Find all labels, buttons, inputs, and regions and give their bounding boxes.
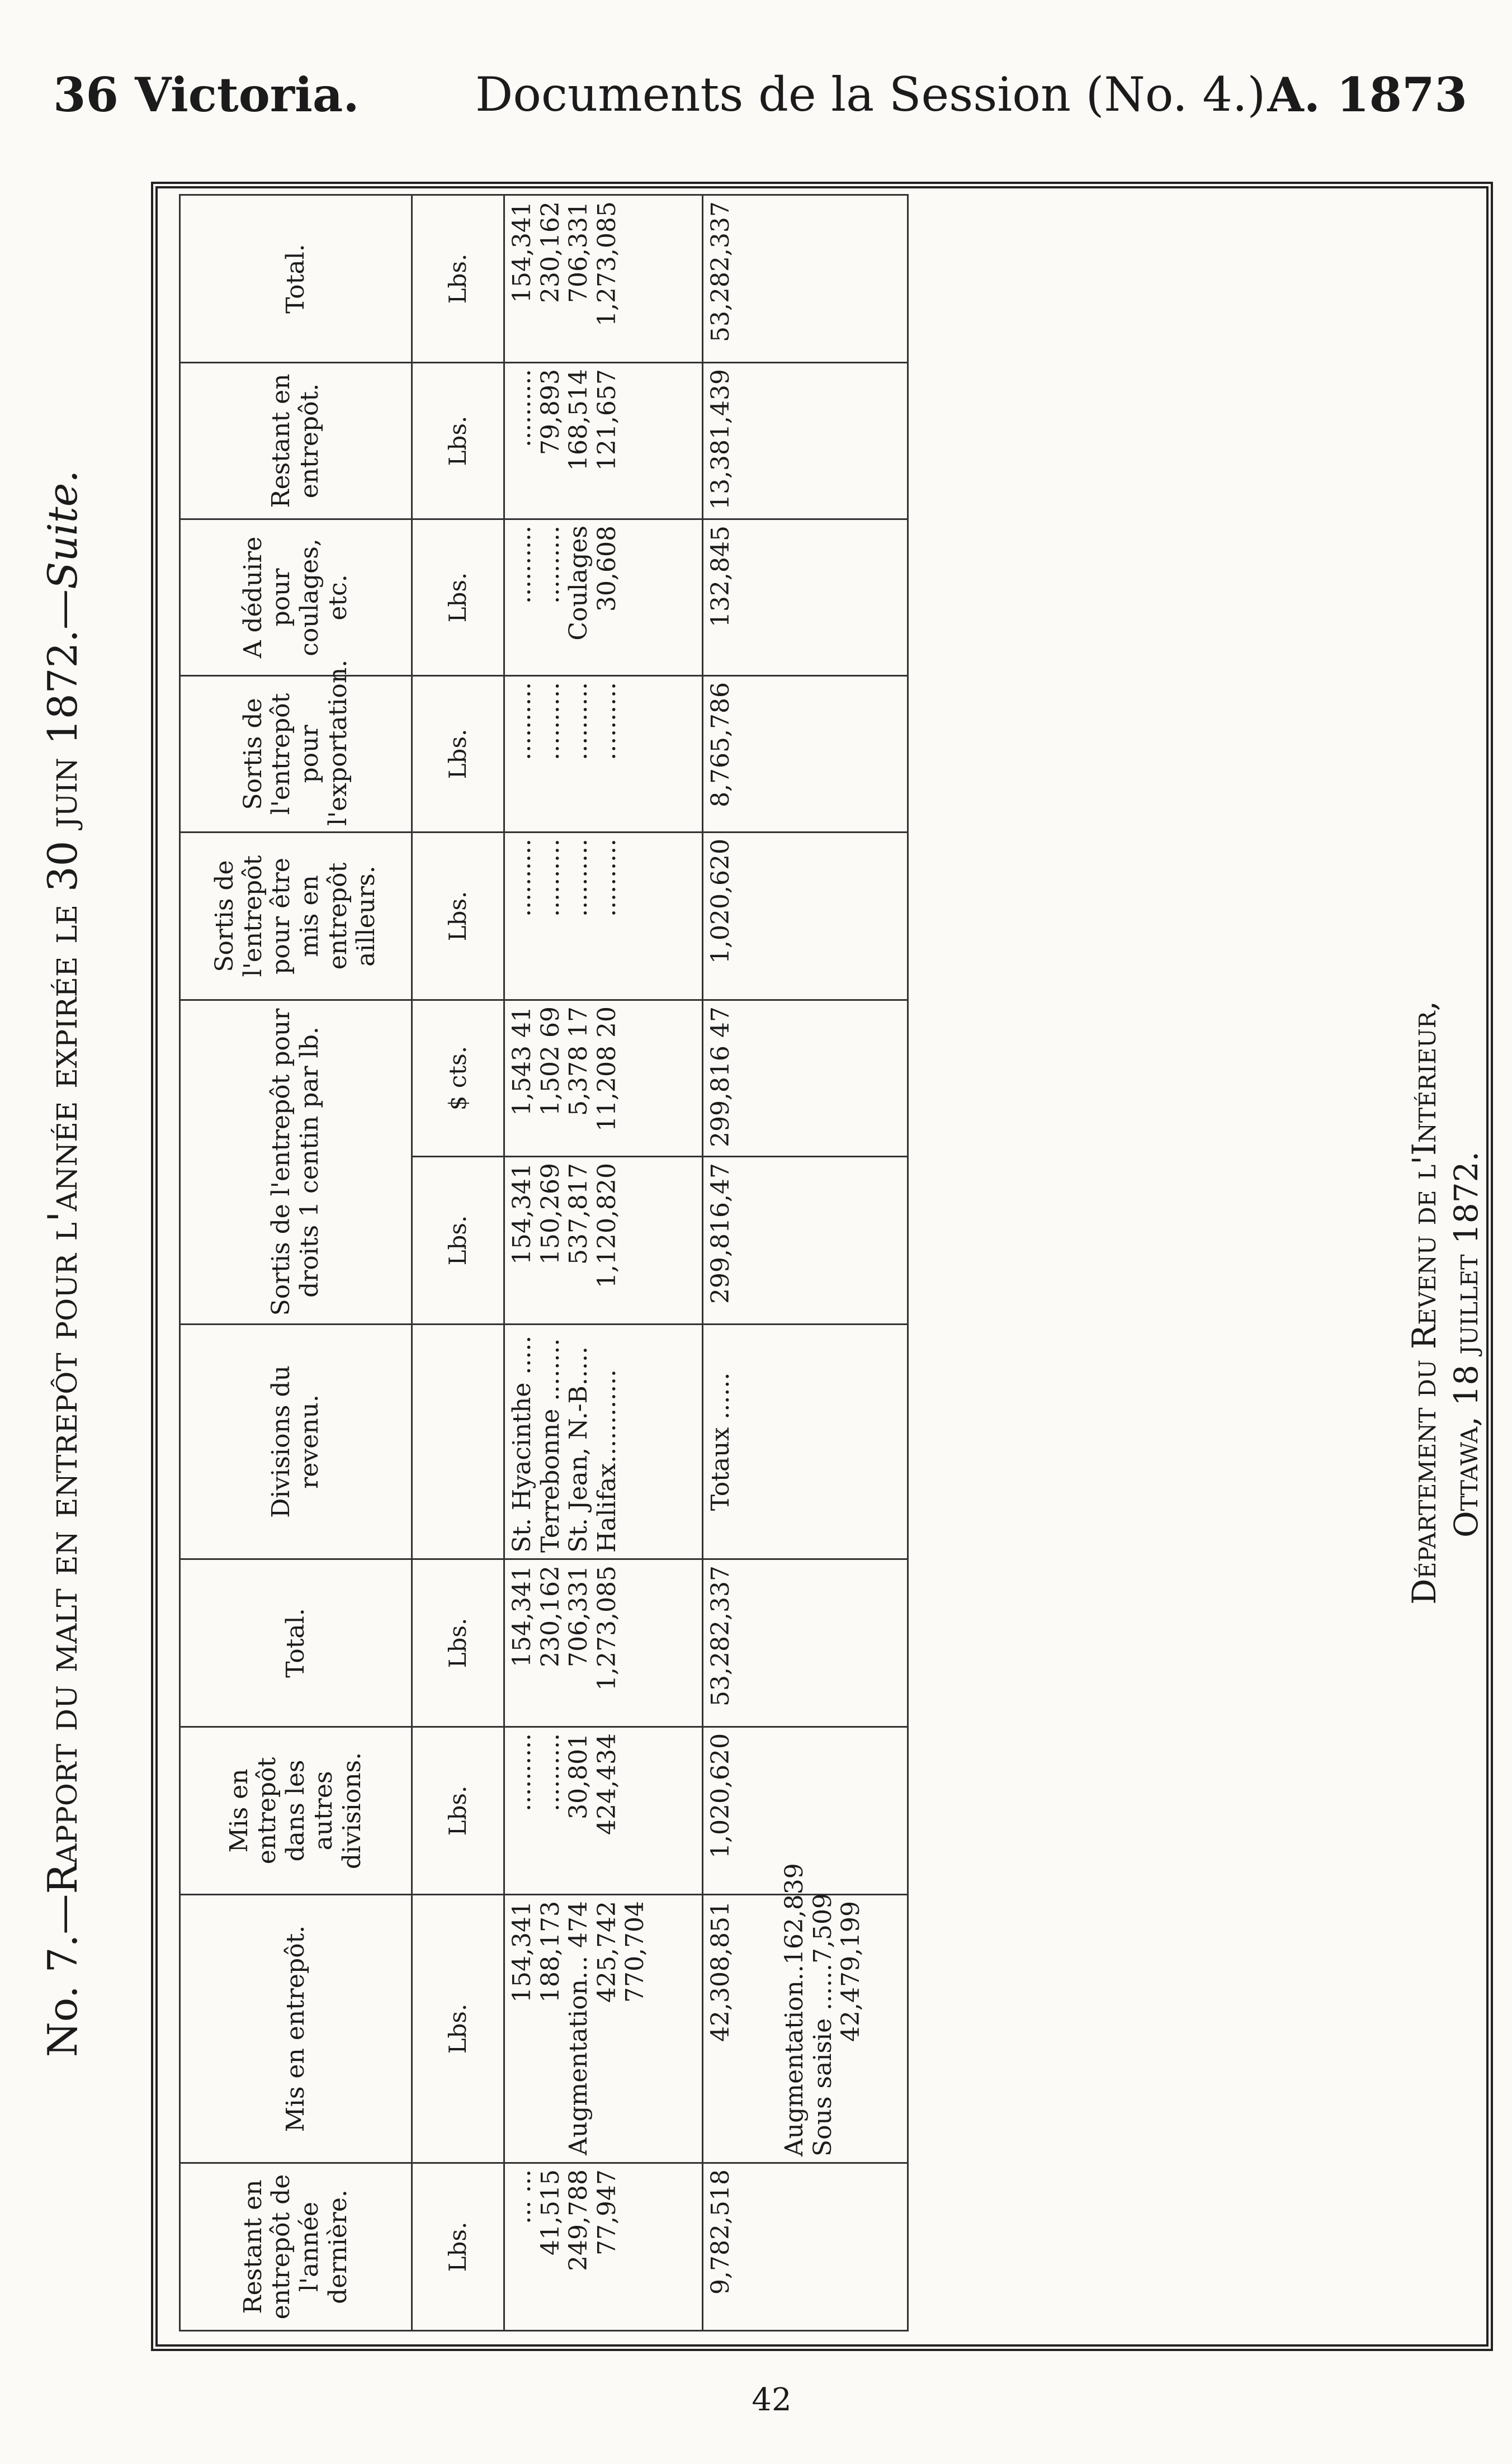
unit-blank [412, 1325, 504, 1559]
total-restant: 9,782,518 [703, 2163, 778, 2331]
col-export: Sortis de l'entrepôt pour l'exportation. [180, 675, 412, 832]
col-droits: Sortis de l'entrepôt pour droits 1 centin par lb. [180, 1000, 412, 1324]
col-mis: Mis en entrepôt. [180, 1895, 412, 2163]
cell-restant: ... ... 41,515 249,788 77,947 [504, 2163, 703, 2331]
header-center: Documents de la Session (No. 4.) [475, 67, 1266, 122]
dept-name: Département du Revenu de l'Intérieur, [1405, 1000, 1443, 1605]
title-main: Rapport du malt en entrepôt pour l'année expirée le 30 juin 1872. [39, 629, 86, 1894]
unit-lbs: Lbs. [412, 1727, 504, 1895]
rotated-page [39, 196, 1486, 2331]
title-prefix: No. 7.— [39, 1894, 86, 2058]
col-divisions: Divisions du revenu. [180, 1325, 412, 1559]
header-row [180, 195, 412, 2330]
running-head [0, 67, 1512, 151]
header-right: A. 1873 [1267, 67, 1467, 122]
unit-lbs: Lbs. [412, 832, 504, 1000]
totals-label: Totaux ...... [703, 1325, 778, 1559]
cell-ailleurs: .......... .......... .......... .......... [504, 832, 703, 1000]
unit-dollars: $ cts. [412, 1000, 504, 1156]
dept-place: Ottawa, 18 juillet 1872. [1447, 1151, 1486, 1538]
total-ailleurs: 1,020,620 [703, 832, 778, 1000]
total-restant-fin: 13,381,439 [703, 362, 778, 519]
table-row [504, 195, 703, 2330]
unit-lbs: Lbs. [412, 195, 504, 362]
totals-row [703, 195, 778, 2330]
unit-lbs: Lbs. [412, 1157, 504, 1325]
total-droits-cts: 299,816 47 [703, 1000, 778, 1156]
department-signature [1404, 207, 1488, 1605]
col-restant-fin: Restant en entrepôt. [180, 362, 412, 519]
cell-coulages: .......... .......... Coulages 30,608 [504, 519, 703, 675]
title-suffix: —Suite. [39, 470, 86, 630]
col-autres: Mis en entrepôt dans les autres divisions. [180, 1727, 412, 1895]
col-restant: Restant en entrepôt de l'année dernière. [180, 2163, 412, 2331]
page-number: 42 [752, 2382, 792, 2418]
extra-mis: Augmentation..162,839 Sous saisie ......7,509 42,479,199 [777, 1895, 908, 2163]
total-export: 8,765,786 [703, 675, 778, 832]
cell-total1: 154,341 230,162 706,331 1,273,085 [504, 1559, 703, 1727]
table-title [39, 196, 86, 2331]
unit-lbs: Lbs. [412, 1559, 504, 1727]
unit-lbs: Lbs. [412, 675, 504, 832]
header-left: 36 Victoria. [53, 67, 360, 122]
total-total2: 53,282,337 [703, 195, 778, 362]
cell-droits-cts: 1,543 41 1,502 69 5,378 17 11,208 20 [504, 1000, 703, 1156]
cell-mis: 154,341 188,173 Augmentation... 474 425,742 770,704 [504, 1895, 703, 2163]
malt-report-table [179, 194, 909, 2331]
total-autres: 1,020,620 [703, 1727, 778, 1895]
total-droits-lbs: 299,816,47 [703, 1157, 778, 1325]
cell-autres: .......... .......... 30,801 424,434 [504, 1727, 703, 1895]
unit-lbs: Lbs. [412, 362, 504, 519]
units-row [412, 195, 504, 2330]
cell-export: .......... .......... .......... .......... [504, 675, 703, 832]
extra-row [777, 195, 908, 2330]
col-ailleurs: Sortis de l'entrepôt pour être mis en entrepôt ailleurs. [180, 832, 412, 1000]
unit-lbs: Lbs. [412, 2163, 504, 2331]
unit-lbs: Lbs. [412, 519, 504, 675]
cell-restant-fin: .......... 79,893 168,514 121,657 [504, 362, 703, 519]
cell-total2: 154,341 230,162 706,331 1,273,085 [504, 195, 703, 362]
unit-lbs: Lbs. [412, 1895, 504, 2163]
total-total1: 53,282,337 [703, 1559, 778, 1727]
total-mis: 42,308,851 [703, 1895, 778, 2163]
col-total1: Total. [180, 1559, 412, 1727]
cell-divisions: St. Hyacinthe ..... Terrebonne ........ St. Jean, N.-B..... Halifax............ [504, 1325, 703, 1559]
cell-droits-lbs: 154,341 150,269 537,817 1,120,820 [504, 1157, 703, 1325]
col-coulages: A déduire pour coulages, etc. [180, 519, 412, 675]
total-coulages: 132,845 [703, 519, 778, 675]
col-total2: Total. [180, 195, 412, 362]
